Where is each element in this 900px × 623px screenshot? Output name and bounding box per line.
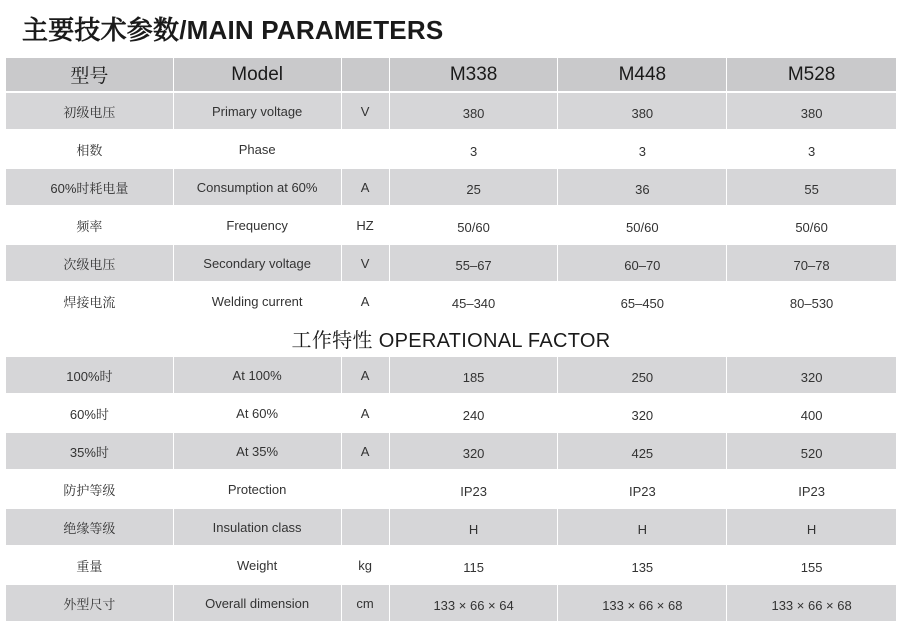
cell-unit: cm <box>342 585 390 623</box>
header-unit <box>342 58 390 93</box>
page-title: 主要技术参数/MAIN PARAMETERS <box>22 15 444 45</box>
header-type-en: Model <box>174 58 342 93</box>
table-row <box>6 283 896 321</box>
table-row <box>6 547 896 585</box>
table-row <box>6 509 896 547</box>
cell-value-m448: 3 <box>558 131 727 169</box>
cell-value-m528: 80–530 <box>727 283 896 321</box>
cell-value-m448: 250 <box>558 357 727 395</box>
cell-unit: A <box>342 357 390 395</box>
cell-label-cn: 绝缘等级 <box>6 509 174 547</box>
cell-value-m338: 50/60 <box>390 207 559 245</box>
cell-label-cn: 焊接电流 <box>6 283 174 321</box>
cell-unit: V <box>342 245 390 283</box>
cell-label-en: Insulation class <box>174 509 342 547</box>
table-row <box>6 395 896 433</box>
cell-label-en: Overall dimension <box>174 585 342 623</box>
cell-value-m338: 380 <box>390 93 559 131</box>
cell-value-m338: IP23 <box>390 471 559 509</box>
cell-value-m448: IP23 <box>558 471 727 509</box>
cell-value-m338: 240 <box>390 395 559 433</box>
cell-value-m338: 320 <box>390 433 559 471</box>
cell-label-en: Primary voltage <box>174 93 342 131</box>
operational-factor-body <box>6 357 896 623</box>
section-heading-row <box>6 321 896 357</box>
cell-value-m448: 60–70 <box>558 245 727 283</box>
cell-value-m528: 133 × 66 × 68 <box>727 585 896 623</box>
cell-value-m528: 3 <box>727 131 896 169</box>
cell-label-en: Protection <box>174 471 342 509</box>
cell-unit <box>342 509 390 547</box>
cell-unit: V <box>342 93 390 131</box>
table-row <box>6 585 896 623</box>
table-row <box>6 131 896 169</box>
cell-value-m528: 55 <box>727 169 896 207</box>
cell-value-m528: H <box>727 509 896 547</box>
cell-unit: A <box>342 283 390 321</box>
header-model-m448: M448 <box>558 58 727 93</box>
cell-value-m338: 45–340 <box>390 283 559 321</box>
table-row <box>6 207 896 245</box>
cell-label-en: At 100% <box>174 357 342 395</box>
section-heading-cn: 工作特性 <box>291 329 373 352</box>
cell-unit: kg <box>342 547 390 585</box>
table-row <box>6 169 896 207</box>
table-row <box>6 245 896 283</box>
section-heading-en: OPERATIONAL FACTOR <box>378 329 611 352</box>
cell-label-en: Secondary voltage <box>174 245 342 283</box>
header-model-m338: M338 <box>390 58 559 93</box>
cell-label-cn: 35%时 <box>6 433 174 471</box>
cell-value-m448: 50/60 <box>558 207 727 245</box>
cell-value-m528: 380 <box>727 93 896 131</box>
header-model-m528: M528 <box>727 58 896 93</box>
cell-value-m338: 133 × 66 × 64 <box>390 585 559 623</box>
table-row <box>6 93 896 131</box>
cell-value-m448: 135 <box>558 547 727 585</box>
cell-value-m528: 520 <box>727 433 896 471</box>
cell-value-m528: 320 <box>727 357 896 395</box>
cell-label-cn: 100%时 <box>6 357 174 395</box>
cell-unit <box>342 131 390 169</box>
cell-unit: A <box>342 433 390 471</box>
main-parameters-body <box>6 93 896 321</box>
cell-label-cn: 次级电压 <box>6 245 174 283</box>
cell-value-m338: 3 <box>390 131 559 169</box>
cell-value-m528: 400 <box>727 395 896 433</box>
cell-label-en: Frequency <box>174 207 342 245</box>
table-row <box>6 471 896 509</box>
cell-label-en: At 60% <box>174 395 342 433</box>
cell-label-cn: 外型尺寸 <box>6 585 174 623</box>
cell-value-m338: 115 <box>390 547 559 585</box>
cell-value-m528: 70–78 <box>727 245 896 283</box>
cell-value-m448: 320 <box>558 395 727 433</box>
cell-value-m448: 380 <box>558 93 727 131</box>
cell-label-cn: 初级电压 <box>6 93 174 131</box>
cell-label-cn: 重量 <box>6 547 174 585</box>
section-heading <box>6 321 896 357</box>
cell-label-en: At 35% <box>174 433 342 471</box>
cell-unit: A <box>342 169 390 207</box>
table-row <box>6 357 896 395</box>
cell-value-m528: 155 <box>727 547 896 585</box>
cell-unit <box>342 471 390 509</box>
cell-unit: A <box>342 395 390 433</box>
header-type-cn: 型号 <box>6 58 174 93</box>
cell-label-en: Welding current <box>174 283 342 321</box>
table-header-row <box>6 58 896 93</box>
table-row <box>6 433 896 471</box>
cell-value-m338: H <box>390 509 559 547</box>
cell-label-cn: 防护等级 <box>6 471 174 509</box>
cell-value-m448: 36 <box>558 169 727 207</box>
cell-unit: HZ <box>342 207 390 245</box>
cell-value-m528: 50/60 <box>727 207 896 245</box>
cell-label-en: Weight <box>174 547 342 585</box>
section-heading-body <box>6 321 896 357</box>
parameters-table <box>6 58 896 623</box>
cell-value-m528: IP23 <box>727 471 896 509</box>
cell-label-cn: 相数 <box>6 131 174 169</box>
cell-value-m448: H <box>558 509 727 547</box>
cell-value-m338: 185 <box>390 357 559 395</box>
cell-label-en: Phase <box>174 131 342 169</box>
cell-label-en: Consumption at 60% <box>174 169 342 207</box>
cell-value-m448: 133 × 66 × 68 <box>558 585 727 623</box>
cell-value-m448: 65–450 <box>558 283 727 321</box>
cell-value-m338: 25 <box>390 169 559 207</box>
cell-label-cn: 60%时耗电量 <box>6 169 174 207</box>
cell-value-m338: 55–67 <box>390 245 559 283</box>
cell-value-m448: 425 <box>558 433 727 471</box>
cell-label-cn: 60%时 <box>6 395 174 433</box>
cell-label-cn: 频率 <box>6 207 174 245</box>
